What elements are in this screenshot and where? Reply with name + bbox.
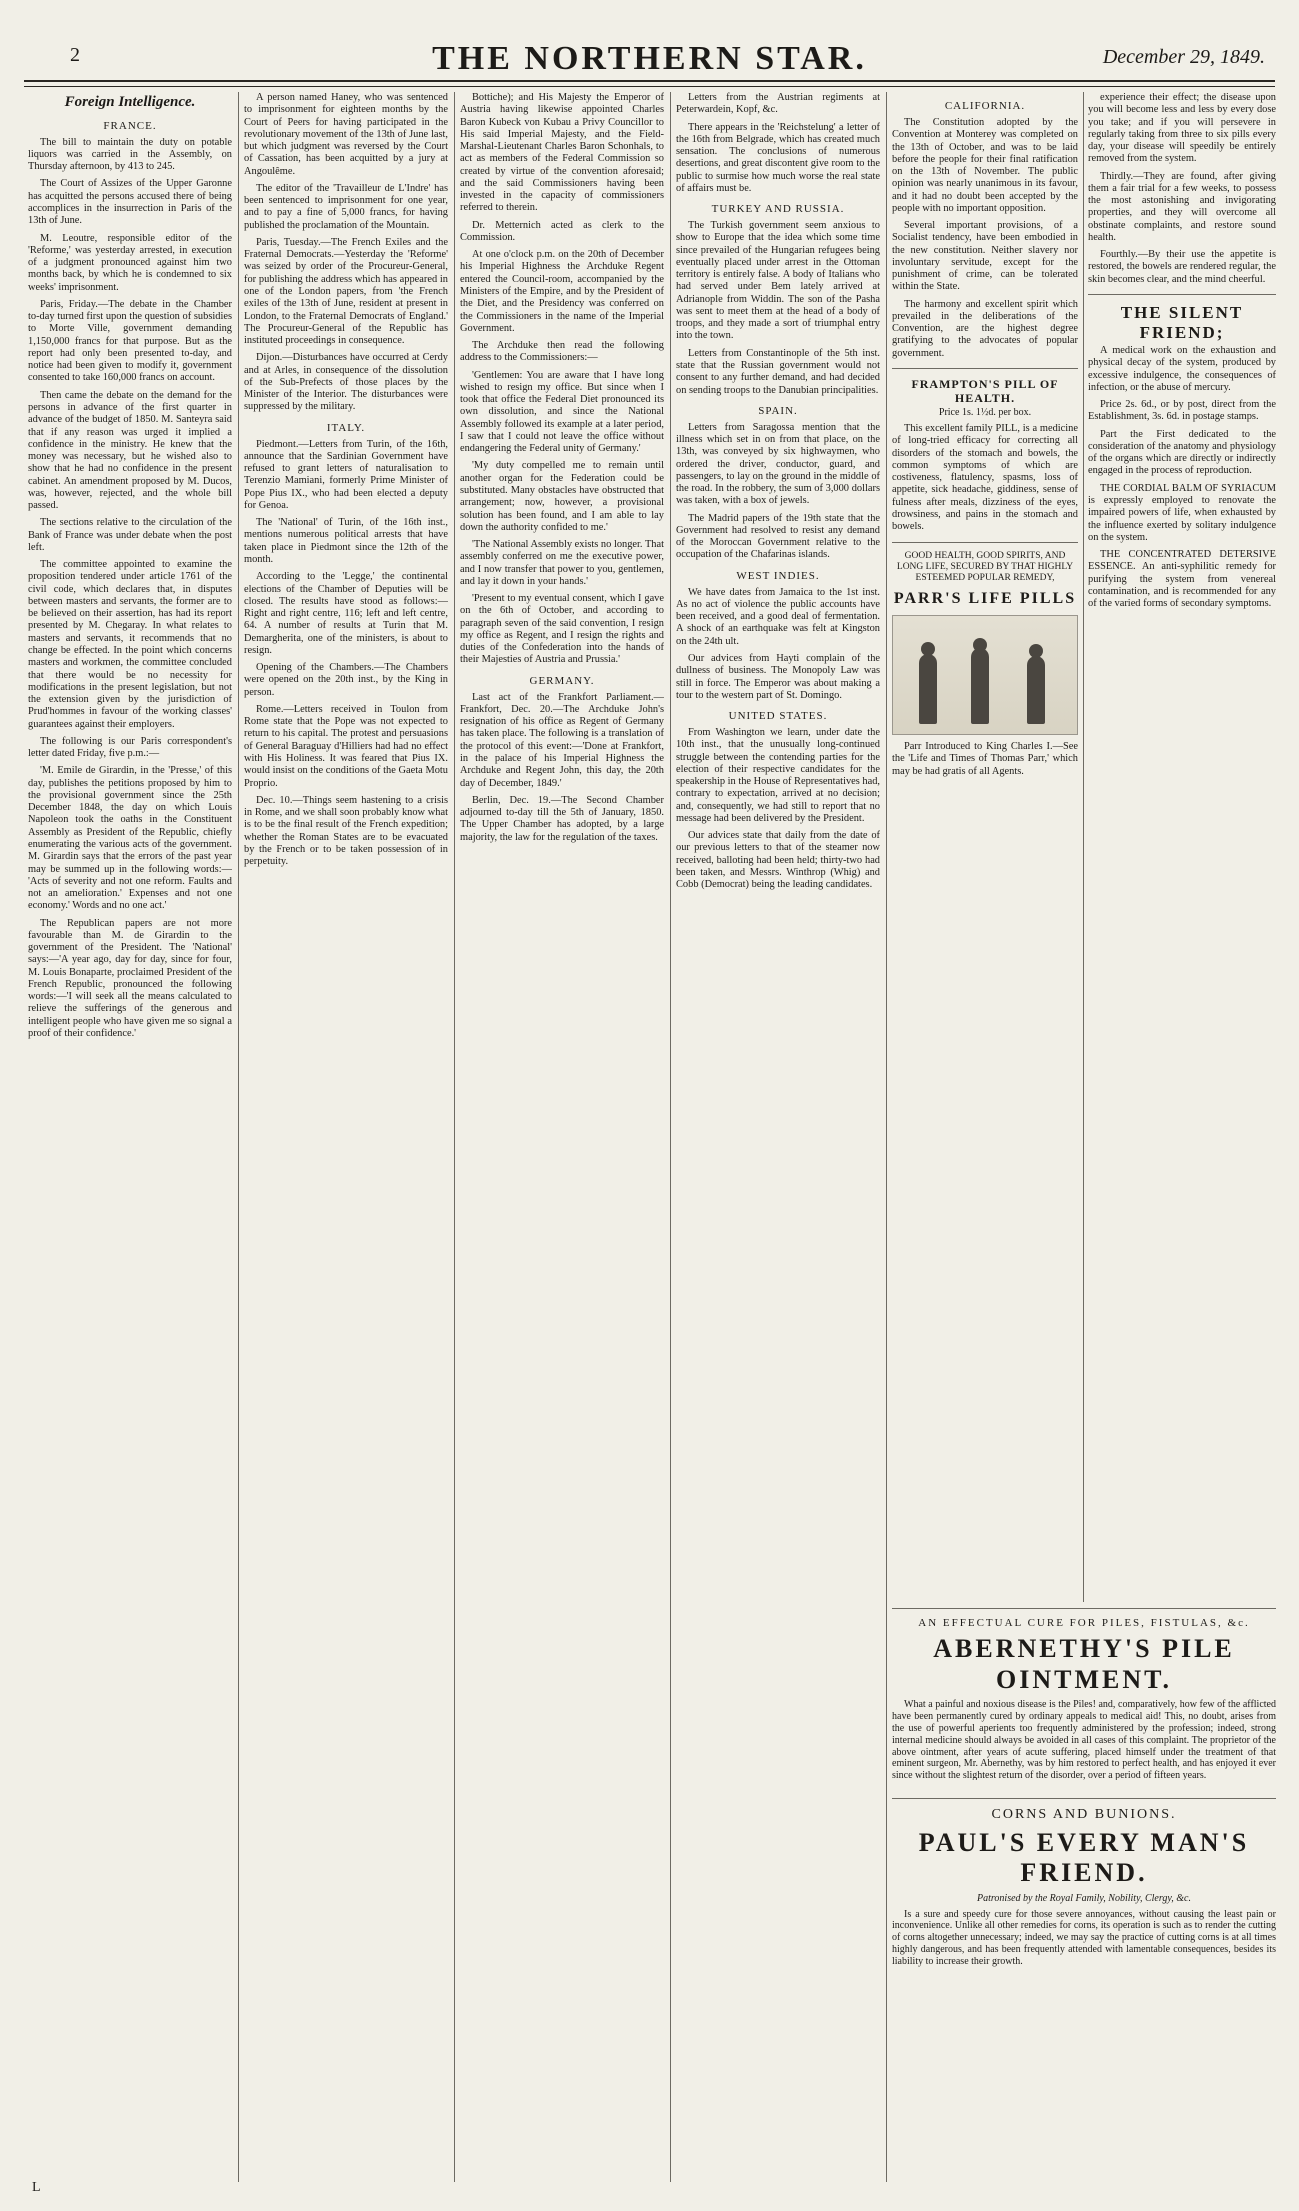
advert-title-pauls: PAUL'S EVERY MAN'S FRIEND. bbox=[918, 1827, 1250, 1888]
paragraph: Letters from Saragossa mention that the illness which set in on from that place, on the 13th, was conveyed by six highwaymen, who ordered the driver, conductor, guard, and passengers, to lay on the ground in the middle of the road. In the robbery, the sum of 3,000 dollars was taken, with a box of jewels. bbox=[676, 421, 880, 507]
paragraph: 'My duty compelled me to remain until another organ for the Federation could be substituted. Many obstacles have obstructed that arrangement; now, however, a provisional solution has been found, and I am able to lay down the authority confided to me.' bbox=[460, 460, 664, 533]
paragraph: Letters from Constantinople of the 5th inst. state that the Russian government would not consent to any further demand, and had decided on sending troops to the Danubian principalities. bbox=[676, 347, 880, 396]
paragraph: A person named Haney, who was sentenced to imprisonment for eighteen months by the Court of Peers for having participated in the revolutionary movement of the 13th of June last, but which judgment was reversed by the Court of Cassation, has been acquitted by a jury at Angoulême. bbox=[244, 92, 448, 177]
subheading-united-states: UNITED STATES. bbox=[728, 710, 828, 723]
advert-body: Price 2s. 6d., or by post, direct from the Establishment, 3s. 6d. in postage stamps. bbox=[1088, 399, 1276, 423]
advert-body: Part the First dedicated to the consideration of the anatomy and physiology of the organs which are directly or indirectly engaged in the process of reproduction. bbox=[1088, 428, 1276, 477]
figure-icon bbox=[919, 654, 937, 724]
paragraph: The committee appointed to examine the proposition tendered under article 1761 of the civil code, which declares that, in disputes between masters and servants, the former are to be believed on their assertion, has had its report presented by M. Chegaray. In what relates to masters and servants, it recommends that no change be effected. In the point which concerns masters and workmen, the committee concluded that there would be no necessity for modifications in the present legislation, but not the extension given by the jurisdiction of Prud'hommes in favour of the working classes' guarantees against their employers. bbox=[28, 559, 232, 730]
advert-body: Parr Introduced to King Charles I.—See the 'Life and Times of Thomas Parr,' which may be had gratis of all Agents. bbox=[892, 741, 1078, 777]
advert-title-abernethy: ABERNETHY'S PILE OINTMENT. bbox=[933, 1633, 1235, 1694]
paragraph: Bottiche); and His Majesty the Emperor of Austria having likewise appointed Charles Baron Kubeck von Kubau a Privy Councillor to His said Imperial Majesty, and the Field-Marshal-Lieutenant Charles Baron Schonhals, to act as members of the Federal Commission so created by virtue of the convention aforesaid; and the said Commissioners having been invested in the capacity of commissioners referred to therein. bbox=[460, 92, 664, 214]
paragraph: M. Leoutre, responsible editor of the 'Reforme,' was yesterday arrested, in execution of a judgment pronounced against him two months back, by which he is condemned to six weeks' imprisonment. bbox=[28, 232, 232, 293]
subheading-turkey-russia: TURKEY AND RUSSIA. bbox=[711, 203, 845, 216]
paragraph: Fourthly.—By their use the appetite is restored, the bowels are rendered regular, the skin becomes clear, and the mind cheerful. bbox=[1088, 249, 1276, 285]
advert-title-frampton: FRAMPTON'S PILL OF HEALTH. bbox=[911, 377, 1059, 406]
column-5 bbox=[892, 92, 1078, 1597]
advert-subtitle: CORNS AND BUNIONS. bbox=[991, 1807, 1177, 1822]
paragraph: Our advices from Hayti complain of the dullness of business. The Monopoly Law was still in force. The Emperor was about making a tour to the western part of St. Domingo. bbox=[676, 653, 880, 701]
paragraph: From Washington we learn, under date the 10th inst., that the unusually long-continued struggle between the contending parties for the election of their respective candidates for the speakership in the House of Representatives had, contrary to expectation, arrived at no decision; and, consequently, we had still to report that no message had been delivered by the President. bbox=[676, 727, 880, 824]
figure-icon bbox=[1027, 656, 1045, 724]
separator bbox=[892, 1798, 1276, 1799]
paragraph: Paris, Tuesday.—The French Exiles and the Fraternal Democrats.—Yesterday the 'Reforme' was seized by order of the Procureur-General, for publishing the address which has appeared in one of the London papers, from 'the French exiles of the 13th of June, resident at present in London, to the Fraternal Democrats of England.' The Procureur-General of the Republic has instituted proceedings in consequence. bbox=[244, 236, 448, 347]
masthead-rule bbox=[24, 86, 1275, 87]
subheading-france: FRANCE. bbox=[103, 119, 157, 132]
masthead bbox=[24, 40, 1275, 82]
margin-mark: L bbox=[32, 2180, 41, 2195]
subheading-west-indies: WEST INDIES. bbox=[736, 569, 820, 582]
column-4 bbox=[676, 92, 880, 2182]
separator bbox=[892, 542, 1078, 543]
figure-icon bbox=[971, 648, 989, 724]
advert-price: Price 1s. 1½d. per box. bbox=[938, 407, 1032, 419]
paragraph: Our advices state that daily from the date of our previous letters to that of the steamer now received, balloting had been held; thirty-two had been taken, and Messrs. Winthrop (Whig) and Cobb (Democrat) being the leading candidates. bbox=[676, 830, 880, 891]
advert-tagline: GOOD HEALTH, GOOD SPIRITS, AND LONG LIFE, SECURED BY THAT HIGHLY ESTEEMED POPULAR REMEDY, bbox=[896, 550, 1074, 583]
paragraph: The Republican papers are not more favourable than M. de Girardin to the government of the President. The 'National' says:—'A year ago, day for day, since for four, M. Louis Bonaparte, proclaimed President of the French Republic, pronounced the following words:—'I will seek all the means calculated to relieve the sufferings of the generous and intelligent people who have given me so signal a proof of their confidence.' bbox=[28, 917, 232, 1039]
separator bbox=[892, 368, 1078, 369]
paragraph: The editor of the 'Travailleur de L'Indre' has been sentenced to imprisonment for one year, and to pay a fine of 5,000 francs, for having published the proclamation of the Mountain. bbox=[244, 182, 448, 231]
paragraph: The following is our Paris correspondent's letter dated Friday, five p.m.:— bbox=[28, 735, 232, 760]
column-divider bbox=[454, 92, 455, 2182]
subheading-germany: GERMANY. bbox=[529, 674, 595, 687]
newspaper-title: THE NORTHERN STAR. bbox=[432, 40, 867, 77]
paragraph: 'Gentlemen: You are aware that I have long wished to resign my office. But since when I took that office the Federal Diet pronounced its own dissolution, and since the National Assembly followed its example at a later period, I saw that I could not leave the office without endangering the Federal unity of Germany.' bbox=[460, 369, 664, 455]
subheading-spain: SPAIN. bbox=[758, 404, 798, 417]
paragraph: The Constitution adopted by the Convention at Monterey was completed on the 13th of October, and was to be laid before the people for their final ratification on the 13th of November. The public opinion was nearly unanimous in its favour, and it had no doubt been accepted by the people with no important opposition. bbox=[892, 116, 1078, 214]
column-divider bbox=[238, 92, 239, 2182]
issue-date: December 29, 1849. bbox=[1102, 46, 1265, 68]
paragraph: Thirdly.—They are found, after giving them a fair trial for a few weeks, to possess the most astonishing and invigorating properties, and they will overcome all obstinate complaints, and restore sound health. bbox=[1088, 170, 1276, 243]
column-divider bbox=[1083, 92, 1084, 1602]
engraving-illustration bbox=[892, 615, 1078, 735]
paragraph: 'The National Assembly exists no longer. That assembly conferred on me the executive power, and I now transfer that power to you, gentlemen, and lay it down in your hands.' bbox=[460, 539, 664, 587]
advert-body: This excellent family PILL, is a medicine of long-tried efficacy for correcting all disorders of the stomach and bowels, the common symptoms of which are costiveness, flatulency, spasms, loss of appetite, sick headache, giddiness, sense of fulness after meals, dizziness of the eyes, drowsiness, and pains in the stomach and bowels. bbox=[892, 423, 1078, 533]
paragraph: Letters from the Austrian regiments at Peterwardein, Kopf, &c. bbox=[676, 92, 880, 116]
column-divider bbox=[886, 92, 887, 2182]
advert-title-silent-friend: THE SILENT FRIEND; bbox=[1120, 302, 1244, 343]
column-2 bbox=[244, 92, 448, 2182]
paragraph: There appears in the 'Reichstelung' a letter of the 16th from Belgrade, which has created much sensation. The conclusions of numerous desertions, and great discontent give room to the public to surmise how much worse the real state of affairs must be. bbox=[676, 121, 880, 194]
paragraph: Berlin, Dec. 19.—The Second Chamber adjourned to-day till the 5th of January, 1850. The Upper Chamber has adopted, by a large majority, the law for the regulation of the taxes. bbox=[460, 794, 664, 843]
advert-title-parr: PARR'S LIFE PILLS bbox=[893, 590, 1077, 608]
paragraph: Several important provisions, of a Socialist tendency, have been embodied in the new constitution. Neither slavery nor involuntary servitude, except for the punishment of crime, can be tolerated within the State. bbox=[892, 220, 1078, 293]
advert-patron-line: Patronised by the Royal Family, Nobility, Clergy, &c. bbox=[977, 1892, 1191, 1904]
paragraph: The Archduke then read the following address to the Commissioners:— bbox=[460, 340, 664, 364]
paragraph: 'M. Emile de Girardin, in the 'Presse,' of this day, publishes the petitions proposed by him to the provisional government since the 25th December 1848, the day on which Louis Napoleon took the oaths in the Constituent Assembly as President of the Republic, chiefly enumerating the various acts of the government. M. Girardin says that the errors of the past year may be summed up in the following words:— 'Acts of severity and not one reform. Faults and not an amelioration.' Expenses and not one economy.' Words and no one act.' bbox=[28, 765, 232, 912]
paragraph: At one o'clock p.m. on the 20th of December his Imperial Highness the Archduke Regent entered the Council-room, accompanied by the Ministers of the Empire, and by the President of the Diet, and the Presidency was conferred on the Commissioners in the name of the Imperial Government. bbox=[460, 249, 664, 334]
subheading-california: CALIFORNIA. bbox=[944, 100, 1026, 112]
paragraph: Dec. 10.—Things seem hastening to a crisis in Rome, and we shall soon probably know what is to be the final result of the French expedition; whether the Roman States are to be evacuated by the French or to be taken possession of in perpetuity. bbox=[244, 794, 448, 868]
paragraph: The Turkish government seem anxious to show to Europe that the idea which some time since prevailed of the Hungarian refugees being eventually placed under arrest in the Ottoman territory is entirely false. A body of Italians who had served under Bem lately arrived at Adrianople from Widdin. The son of the Pasha was sent to meet them at the head of a body of troops, and they made a sort of triumphal entry into the town. bbox=[676, 220, 880, 342]
paragraph: The Madrid papers of the 19th state that the Government had resolved to resist any demand of the Moroccan Government relative to the occupation of the Chafarinas islands. bbox=[676, 512, 880, 561]
paragraph: Dijon.—Disturbances have occurred at Cerdy and at Arles, in consequence of the dissolution of the Sub-Prefects of those places by the Minister of the Interior. The disturbances were suppressed by the military. bbox=[244, 352, 448, 413]
separator bbox=[892, 1608, 1276, 1609]
paragraph: 'Present to my eventual consent, which I gave on the 6th of October, and according to paragraph seven of the said convention, I resign my office as Regent, and I resign the rights and duties of the Confederation into the hands of their Majesties of Austria and Prussia.' bbox=[460, 593, 664, 666]
page-number: 2 bbox=[70, 44, 80, 66]
paragraph: The bill to maintain the duty on potable liquors was carried in the Assembly, on Thursday afternoon, by 413 to 245. bbox=[28, 136, 232, 173]
paragraph: Then came the debate on the demand for the persons in advance of the first quarter in advance of the budget of 1850. M. Santeyra said that if any reason was urged it implied a confidence in the ministry. He knew that the money was necessary, but he wished also to show that he had no confidence in the present cabinet. An amendment proposed by M. Ducos, was, however, rejected, and the whole bill passed. bbox=[28, 389, 232, 512]
paragraph: The harmony and excellent spirit which prevailed in the deliberations of the Convention, are the highest degree gratifying to the advocates of popular government. bbox=[892, 298, 1078, 359]
advert-subtitle: AN EFFECTUAL CURE FOR PILES, FISTULAS, &c. bbox=[918, 1617, 1250, 1629]
advert-body: What a painful and noxious disease is the Piles! and, comparatively, how few of the afflicted have been permanently cured by ordinary appeals to medical aid! This, no doubt, arises from the use of powerful aperients too frequently administered by the profession; indeed, strong internal medicine should always be avoided in all cases of this complaint. The proprietor of the above ointment, after years of acute suffering, placed himself under the treatment of that eminent surgeon, Mr. Abernethy, was by him restored to perfect health, and has enjoyed it ever since without the slightest return of the disorder, over a period of fifteen years. bbox=[892, 1699, 1276, 1780]
advert-body: THE CONCENTRATED DETERSIVE ESSENCE. An anti-syphilitic remedy for purifying the system from venereal contamination, and is recommended for any of the varied forms of secondary symptoms. bbox=[1088, 549, 1276, 610]
section-heading: Foreign Intelligence. bbox=[64, 94, 196, 110]
paragraph: Rome.—Letters received in Toulon from Rome state that the Pope was not expected to return to his capital. The protest and persuasions of General Baraguay d'Hilliers had had no effect with His Holiness. It was feared that Pius IX. would insist on the conditions of the Gaeta Motu Proprio. bbox=[244, 703, 448, 789]
paragraph: experience their effect; the disease upon you will become less and less by every dose you take; and if you will persevere in regularly taking from three to six pills every day, your disease will speedily be entirely removed from the system. bbox=[1088, 92, 1276, 165]
subheading-italy: ITALY. bbox=[326, 421, 366, 434]
advert-abernethy bbox=[892, 1600, 1276, 1780]
paragraph: According to the 'Legge,' the continental elections of the Chamber of Deputies will be closed. The results have stood as follows:—Right and right centre, 116; left and left centre, 64. A number of results at Turin that M. Demargherita, one of the ministers, is about to resign. bbox=[244, 571, 448, 656]
column-6 bbox=[1088, 92, 1276, 1597]
paragraph: The Court of Assizes of the Upper Garonne has acquitted the persons accused there of being accomplices in the insurrection in Paris of the 13th of June. bbox=[28, 178, 232, 227]
paragraph: The 'National' of Turin, of the 16th inst., mentions numerous political arrests that have taken place in Piedmont since the 12th of the month. bbox=[244, 517, 448, 565]
column-divider bbox=[670, 92, 671, 2182]
paragraph: We have dates from Jamaica to the 1st inst. As no act of violence the public accounts have been received, and a good deal of fermentation. A shock of an earthquake was felt at Kingston on the 24th ult. bbox=[676, 586, 880, 647]
paragraph: Last act of the Frankfort Parliament.—Frankfort, Dec. 20.—The Archduke John's resignation of his office as Regent of Germany has taken place. The following is a translation of the protocol of this event:—'Done at Frankfort, in the palace of his Imperial Highness the Archduke and Regent John, this day, the 20th day of December, 1849.' bbox=[460, 691, 664, 789]
advert-body: A medical work on the exhaustion and physical decay of the system, produced by excessive indulgence, the consequences of infection, or the abuse of mercury. bbox=[1088, 345, 1276, 393]
separator bbox=[1088, 294, 1276, 295]
advert-pauls-friend bbox=[892, 1790, 1276, 2180]
paragraph: Paris, Friday.—The debate in the Chamber to-day turned first upon the question of subsidies to Morte Ville, government demanding 1,150,000 francs for that purpose. But as the report had only been presented to-day, and notice had been given to modify it, government consented to take 160,000 francs on account. bbox=[28, 298, 232, 384]
paragraph: The sections relative to the circulation of the Bank of France was under debate when the post left. bbox=[28, 517, 232, 553]
paragraph: Piedmont.—Letters from Turin, of the 16th, announce that the Sardinian Government have refused to grant letters of naturalisation to Terenzio Mamiani, formerly Prime Minister of Pope Pius IX., who had been elected a deputy for Genoa. bbox=[244, 438, 448, 511]
advert-body: Is a sure and speedy cure for those severe annoyances, without causing the least pain or inconvenience. Unlike all other remedies for corns, its operation is such as to render the cutting of corns altogether unnecessary; indeed, we may say the practice of cutting corns is at all times highly dangerous, and has been frequently attended with lamentable consequences, besides its liability to increase their growth. bbox=[892, 1908, 1276, 1967]
advert-body: THE CORDIAL BALM OF SYRIACUM is expressly employed to renovate the impaired powers of life, when exhausted by the influence exerted by solitary indulgence on the system. bbox=[1088, 482, 1276, 543]
paragraph: Opening of the Chambers.—The Chambers were opened on the 20th inst., by the King in person. bbox=[244, 662, 448, 698]
column-1 bbox=[28, 92, 232, 2182]
paragraph: Dr. Metternich acted as clerk to the Commission. bbox=[460, 219, 664, 243]
column-3 bbox=[460, 92, 664, 2182]
